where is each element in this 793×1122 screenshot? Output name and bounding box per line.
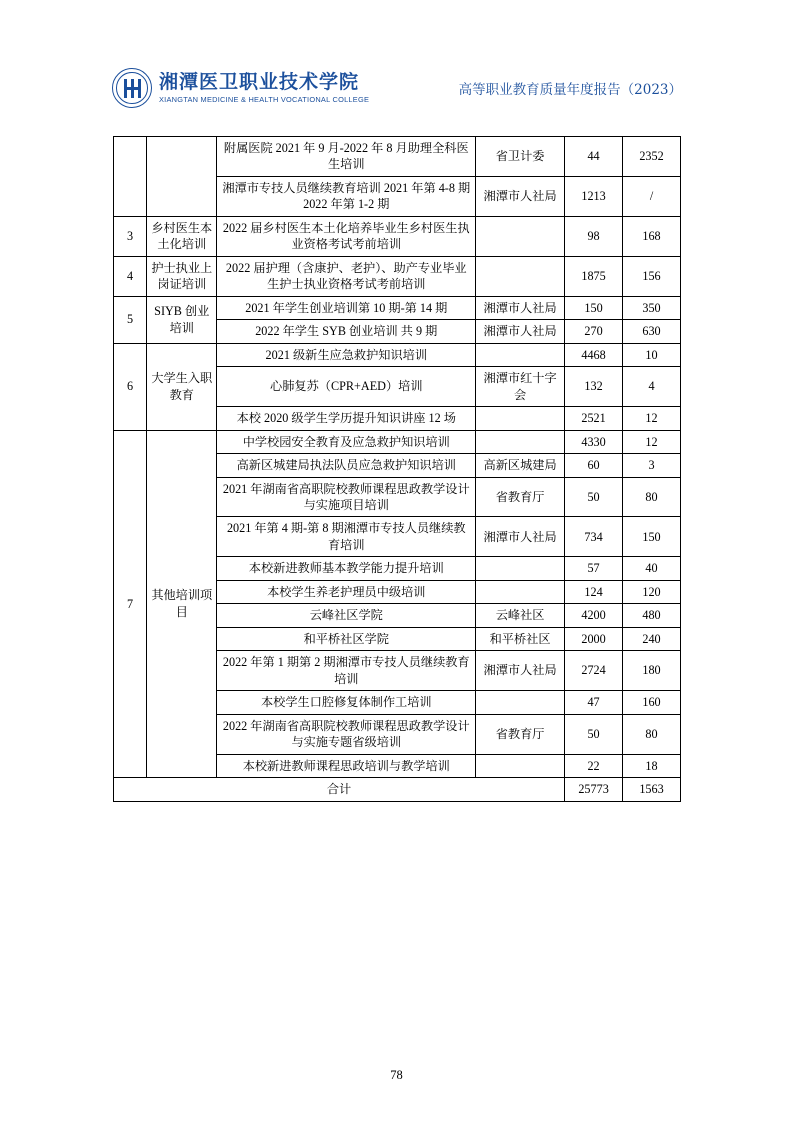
- cell-name: 本校学生养老护理员中级培训: [217, 580, 476, 603]
- cell-name: 2022 年学生 SYB 创业培训 共 9 期: [217, 320, 476, 343]
- cell-count: 44: [565, 137, 623, 177]
- cell-name: 中学校园安全教育及应急救护知识培训: [217, 430, 476, 453]
- table-total-row: [114, 778, 681, 801]
- table-row: [114, 296, 681, 319]
- cell-org: 高新区城建局: [476, 454, 565, 477]
- cell-hours: 12: [623, 430, 681, 453]
- cell-count: 2000: [565, 627, 623, 650]
- cell-name: 湘潭市专技人员继续教育培训 2021 年第 4-8 期 2022 年第 1-2 期: [217, 176, 476, 216]
- cell-count: 150: [565, 296, 623, 319]
- cell-name: 本校新进教师课程思政培训与教学培训: [217, 754, 476, 777]
- cell-name: 高新区城建局执法队员应急救护知识培训: [217, 454, 476, 477]
- cell-hours: 120: [623, 580, 681, 603]
- cell-org: 湘潭市人社局: [476, 296, 565, 319]
- cell-name: 2022 届护理（含康护、老护）、助产专业毕业生护士执业资格考试考前培训: [217, 256, 476, 296]
- cell-name: 2021 年湖南省高职院校教师课程思政教学设计与实施项目培训: [217, 477, 476, 517]
- cell-org: 湘潭市人社局: [476, 176, 565, 216]
- total-hours: 1563: [623, 778, 681, 801]
- cell-hours: 180: [623, 651, 681, 691]
- cell-count: 734: [565, 517, 623, 557]
- report-title: 高等职业教育质量年度报告（2023）: [458, 82, 682, 98]
- cell-hours: 18: [623, 754, 681, 777]
- cell-hours: 80: [623, 714, 681, 754]
- training-programs-table: [113, 136, 681, 802]
- cell-name: 2021 年学生创业培训第 10 期-第 14 期: [217, 296, 476, 319]
- cell-hours: 12: [623, 407, 681, 430]
- cell-count: 47: [565, 691, 623, 714]
- cell-category: 其他培训项目: [147, 430, 217, 778]
- cell-count: 4200: [565, 604, 623, 627]
- cell-hours: 150: [623, 517, 681, 557]
- cell-count: 1213: [565, 176, 623, 216]
- cell-count: 57: [565, 557, 623, 580]
- cell-hours: 156: [623, 256, 681, 296]
- table-row: [114, 256, 681, 296]
- cell-count: 270: [565, 320, 623, 343]
- cell-category: SIYB 创业培训: [147, 296, 217, 343]
- cell-org: 省卫计委: [476, 137, 565, 177]
- cell-org: 湘潭市人社局: [476, 517, 565, 557]
- cell-org: 省教育厅: [476, 714, 565, 754]
- cell-org: [476, 754, 565, 777]
- cell-name: 云峰社区学院: [217, 604, 476, 627]
- college-logo: [112, 68, 369, 108]
- cell-count: 132: [565, 367, 623, 407]
- cell-hours: /: [623, 176, 681, 216]
- cell-hours: 160: [623, 691, 681, 714]
- college-seal-icon: [112, 68, 152, 108]
- college-name-en: XIANGTAN MEDICINE & HEALTH VOCATIONAL COLLEGE: [159, 95, 370, 105]
- cell-count: 50: [565, 714, 623, 754]
- cell-org: 和平桥社区: [476, 627, 565, 650]
- cell-org: [476, 256, 565, 296]
- cell-category: 护士执业上岗证培训: [147, 256, 217, 296]
- cell-num: 4: [114, 256, 147, 296]
- college-name-cn: 湘潭医卫职业技术学院: [159, 70, 360, 93]
- page-number: 78: [390, 1068, 403, 1082]
- cell-count: 2521: [565, 407, 623, 430]
- cell-count: 1875: [565, 256, 623, 296]
- cell-name: 2022 年湖南省高职院校教师课程思政教学设计与实施专题省级培训: [217, 714, 476, 754]
- cell-org: [476, 580, 565, 603]
- cell-org: [476, 407, 565, 430]
- table-row: [114, 216, 681, 256]
- cell-hours: 2352: [623, 137, 681, 177]
- cell-count: 60: [565, 454, 623, 477]
- cell-count: 50: [565, 477, 623, 517]
- cell-num: 6: [114, 343, 147, 430]
- total-count: 25773: [565, 778, 623, 801]
- cell-count: 22: [565, 754, 623, 777]
- college-logo-text: [159, 72, 369, 105]
- cell-org: [476, 216, 565, 256]
- cell-name: 2022 年第 1 期第 2 期湘潭市专技人员继续教育培训: [217, 651, 476, 691]
- cell-org: 湘潭市红十字会: [476, 367, 565, 407]
- cell-org: 省教育厅: [476, 477, 565, 517]
- cell-org: [476, 430, 565, 453]
- cell-org: 湘潭市人社局: [476, 320, 565, 343]
- table-row: [114, 430, 681, 453]
- cell-count: 2724: [565, 651, 623, 691]
- cell-hours: 240: [623, 627, 681, 650]
- cell-name: 本校学生口腔修复体制作工培训: [217, 691, 476, 714]
- cell-count: 4330: [565, 430, 623, 453]
- cell-hours: 480: [623, 604, 681, 627]
- cell-name: 本校 2020 级学生学历提升知识讲座 12 场: [217, 407, 476, 430]
- cell-hours: 350: [623, 296, 681, 319]
- cell-org: 湘潭市人社局: [476, 651, 565, 691]
- cell-name: 2022 届乡村医生本土化培养毕业生乡村医生执业资格考试考前培训: [217, 216, 476, 256]
- cell-org: [476, 691, 565, 714]
- cell-name: 2021 年第 4 期-第 8 期湘潭市专技人员继续教育培训: [217, 517, 476, 557]
- cell-hours: 4: [623, 367, 681, 407]
- cell-name: 本校新进教师基本教学能力提升培训: [217, 557, 476, 580]
- cell-org: [476, 343, 565, 366]
- cell-num: [114, 137, 147, 217]
- cell-num: 3: [114, 216, 147, 256]
- cell-name: 2021 级新生应急救护知识培训: [217, 343, 476, 366]
- cell-hours: 40: [623, 557, 681, 580]
- cell-hours: 80: [623, 477, 681, 517]
- cell-count: 124: [565, 580, 623, 603]
- cell-org: [476, 557, 565, 580]
- table-row: [114, 343, 681, 366]
- cell-hours: 3: [623, 454, 681, 477]
- cell-hours: 168: [623, 216, 681, 256]
- cell-num: 5: [114, 296, 147, 343]
- cell-org: 云峰社区: [476, 604, 565, 627]
- cell-name: 附属医院 2021 年 9 月-2022 年 8 月助理全科医生培训: [217, 137, 476, 177]
- cell-num: 7: [114, 430, 147, 778]
- total-label: 合计: [114, 778, 565, 801]
- cell-hours: 10: [623, 343, 681, 366]
- cell-category: 乡村医生本土化培训: [147, 216, 217, 256]
- cell-count: 4468: [565, 343, 623, 366]
- table-row: [114, 137, 681, 177]
- cell-category: [147, 137, 217, 217]
- cell-hours: 630: [623, 320, 681, 343]
- cell-name: 心肺复苏（CPR+AED）培训: [217, 367, 476, 407]
- cell-category: 大学生入职教育: [147, 343, 217, 430]
- cell-name: 和平桥社区学院: [217, 627, 476, 650]
- page-header: [112, 62, 682, 114]
- cell-count: 98: [565, 216, 623, 256]
